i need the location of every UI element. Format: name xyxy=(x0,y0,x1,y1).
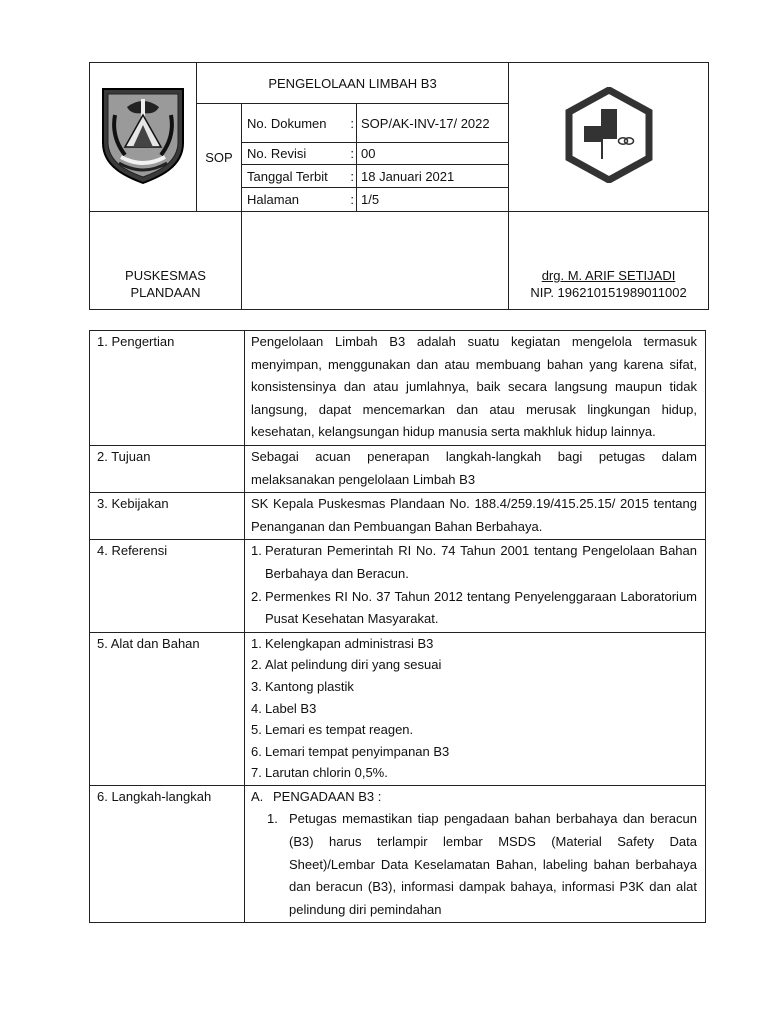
list-item: 6. Lemari tempat penyimpanan B3 xyxy=(251,743,450,759)
field-label-halaman: Halaman : xyxy=(242,188,357,212)
blank-cell xyxy=(242,212,509,310)
section-label-alat-dan-bahan: 5. Alat dan Bahan xyxy=(90,632,245,785)
sop-content-table xyxy=(89,330,706,923)
field-value-no-dokumen: SOP/AK-INV-17/ 2022 xyxy=(357,104,509,143)
list-item: 3. Kantong plastik xyxy=(251,678,354,694)
field-value-halaman: 1/5 xyxy=(357,188,509,212)
section-text-tujuan: Sebagai acuan penerapan langkah-langkah bagi petugas dalam melaksanakan pengelolaan Limbah B3 xyxy=(245,445,706,492)
subsection-heading: A. PENGADAAN B3 : xyxy=(251,788,382,804)
list-item: 1. Petugas memastikan tiap pengadaan bahan berbahaya dan beracun (B3) harus terlampir lembar MSDS (Material Safety Data Sheet)/Lembar Data Keselamatan Bahan, labeling bahan berbahaya dan beracun (B3), informasi dampak bahaya, informasi P3K dan alat pelindung diri pemindahan xyxy=(267,811,697,917)
section-alat-list xyxy=(245,632,706,785)
list-item: 5. Lemari es tempat reagen. xyxy=(251,722,414,738)
field-label-no-dokumen: No. Dokumen : xyxy=(242,104,357,143)
field-value-tanggal-terbit: 18 Januari 2021 xyxy=(357,165,509,188)
list-item: 1. Kelengkapan administrasi B3 xyxy=(251,635,434,651)
organization-name: PUSKESMAS PLANDAAN xyxy=(90,212,242,310)
sop-header-table xyxy=(89,62,709,310)
section-label-referensi: 4. Referensi xyxy=(90,540,245,632)
list-item: 2. Permenkes RI No. 37 Tahun 2012 tentang Penyelenggaraan Laboratorium Pusat Kesehatan Masyarakat. xyxy=(251,588,697,627)
document-title: PENGELOLAAN LIMBAH B3 xyxy=(197,63,509,104)
list-item: 2. Alat pelindung diri yang sesuai xyxy=(251,657,442,673)
section-langkah xyxy=(245,785,706,923)
section-text-pengertian: Pengelolaan Limbah B3 adalah suatu kegiatan mengelola termasuk menyimpan, menggunakan dan atau membuang bahan yang karena sifat, konsistensinya dan atau jumlahnya, baik secara langsung maupun tidak langsung, dapat mencemarkan dan atau merusak lingkungan hidup, kesehatan, kelangsungan hidup manusia serta makhluk hidup lainnya. xyxy=(245,331,706,446)
field-value-no-revisi: 00 xyxy=(357,143,509,165)
puskesmas-logo-icon xyxy=(563,87,655,183)
sop-label: SOP xyxy=(197,104,242,212)
signatory-nip: NIP. 196210151989011002 xyxy=(530,285,687,300)
regency-logo-cell xyxy=(90,63,197,212)
list-item: 1. Peraturan Pemerintah RI No. 74 Tahun 2001 tentang Pengelolaan Bahan Berbahaya dan Beracun. xyxy=(251,543,697,581)
section-text-kebijakan: SK Kepala Puskesmas Plandaan No. 188.4/259.19/415.25.15/ 2015 tentang Penanganan dan Pembuangan Bahan Berbahaya. xyxy=(245,493,706,540)
section-label-tujuan: 2. Tujuan xyxy=(90,445,245,492)
signatory-name: drg. M. ARIF SETIJADI xyxy=(541,268,676,283)
list-item: 4. Label B3 xyxy=(251,700,317,716)
list-item: 7. Larutan chlorin 0,5%. xyxy=(251,765,388,781)
section-label-langkah: 6. Langkah-langkah xyxy=(90,785,245,923)
section-label-kebijakan: 3. Kebijakan xyxy=(90,493,245,540)
section-referensi-list xyxy=(245,540,706,632)
regency-emblem-icon xyxy=(97,85,189,185)
signatory-block xyxy=(509,212,709,310)
section-label-pengertian: 1. Pengertian xyxy=(90,331,245,446)
field-label-no-revisi: No. Revisi : xyxy=(242,143,357,165)
field-label-tanggal-terbit: Tanggal Terbit : xyxy=(242,165,357,188)
puskesmas-logo-cell xyxy=(509,63,709,212)
